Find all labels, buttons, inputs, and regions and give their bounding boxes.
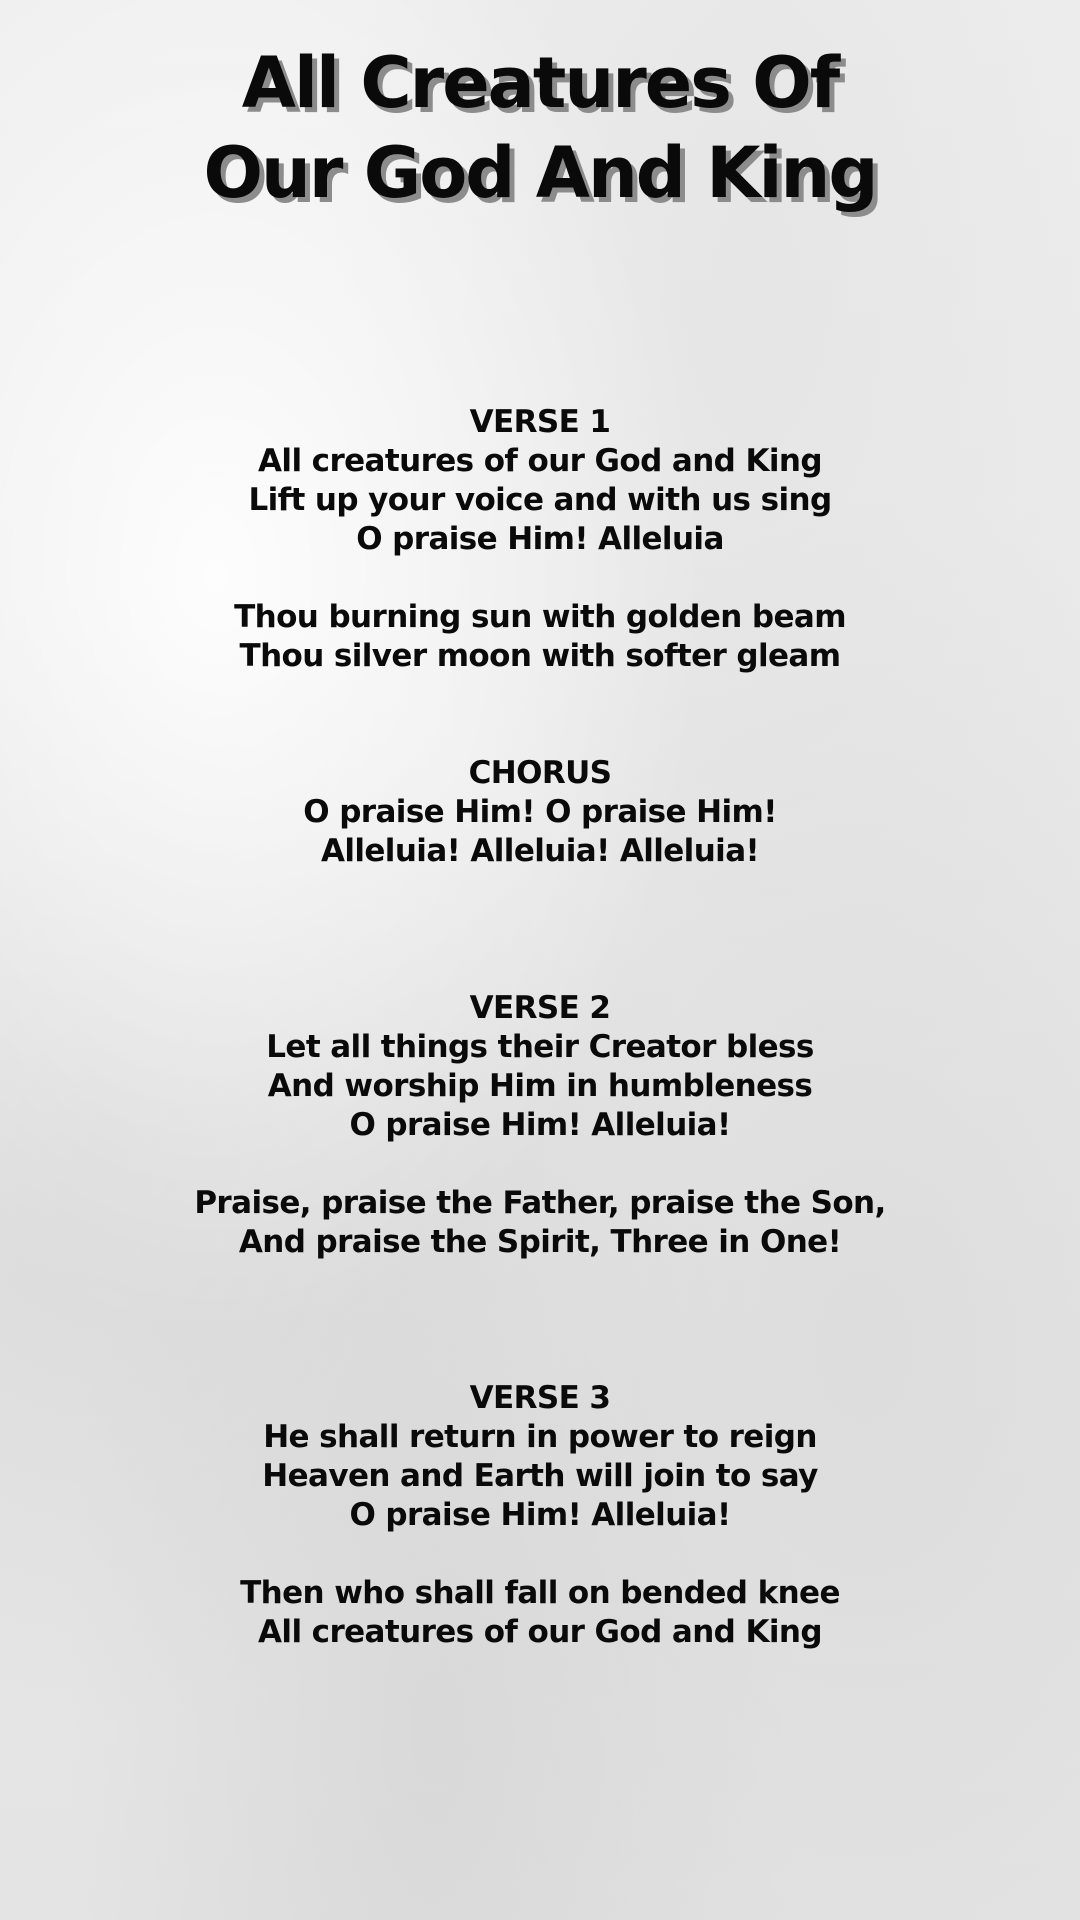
lyric-line: O praise Him! Alleluia xyxy=(356,521,724,557)
stanza-break xyxy=(0,1535,1080,1574)
lyric-line: Praise, praise the Father, praise the Son, xyxy=(194,1185,886,1221)
lyric-line: He shall return in power to reign xyxy=(263,1419,817,1455)
lyric-line: Then who shall fall on bended knee xyxy=(240,1575,840,1611)
verse-3-heading: VERSE 3 xyxy=(469,1380,611,1416)
lyric-line: All creatures of our God and King xyxy=(258,1614,822,1650)
lyric-line: And worship Him in humbleness xyxy=(267,1068,813,1104)
stanza-break xyxy=(0,559,1080,598)
lyric-line: Heaven and Earth will join to say xyxy=(262,1458,818,1494)
lyric-line: Thou silver moon with softer gleam xyxy=(239,638,841,674)
lyric-line: O praise Him! Alleluia! xyxy=(349,1497,731,1533)
song-title xyxy=(0,38,1080,218)
lyric-line: O praise Him! Alleluia! xyxy=(349,1107,731,1143)
stanza-break xyxy=(0,1145,1080,1184)
lyric-line: Thou burning sun with golden beam xyxy=(234,599,846,635)
lyric-line: Let all things their Creator bless xyxy=(266,1029,814,1065)
lyric-line: And praise the Spirit, Three in One! xyxy=(238,1224,842,1260)
chorus-heading: CHORUS xyxy=(468,755,612,791)
lyric-line: O praise Him! O praise Him! xyxy=(303,794,777,830)
verse-1-heading: VERSE 1 xyxy=(469,404,611,440)
verse-2 xyxy=(0,989,1080,1262)
song-title-line-2: Our God And King xyxy=(203,132,877,214)
verse-3 xyxy=(0,1379,1080,1652)
lyric-line: Alleluia! Alleluia! Alleluia! xyxy=(320,833,760,869)
song-title-line-1: All Creatures Of xyxy=(241,42,839,124)
lyric-line: All creatures of our God and King xyxy=(258,443,822,479)
verse-1 xyxy=(0,403,1080,676)
lyric-line: Lift up your voice and with us sing xyxy=(248,482,832,518)
verse-2-heading: VERSE 2 xyxy=(469,990,611,1026)
chorus xyxy=(0,754,1080,871)
